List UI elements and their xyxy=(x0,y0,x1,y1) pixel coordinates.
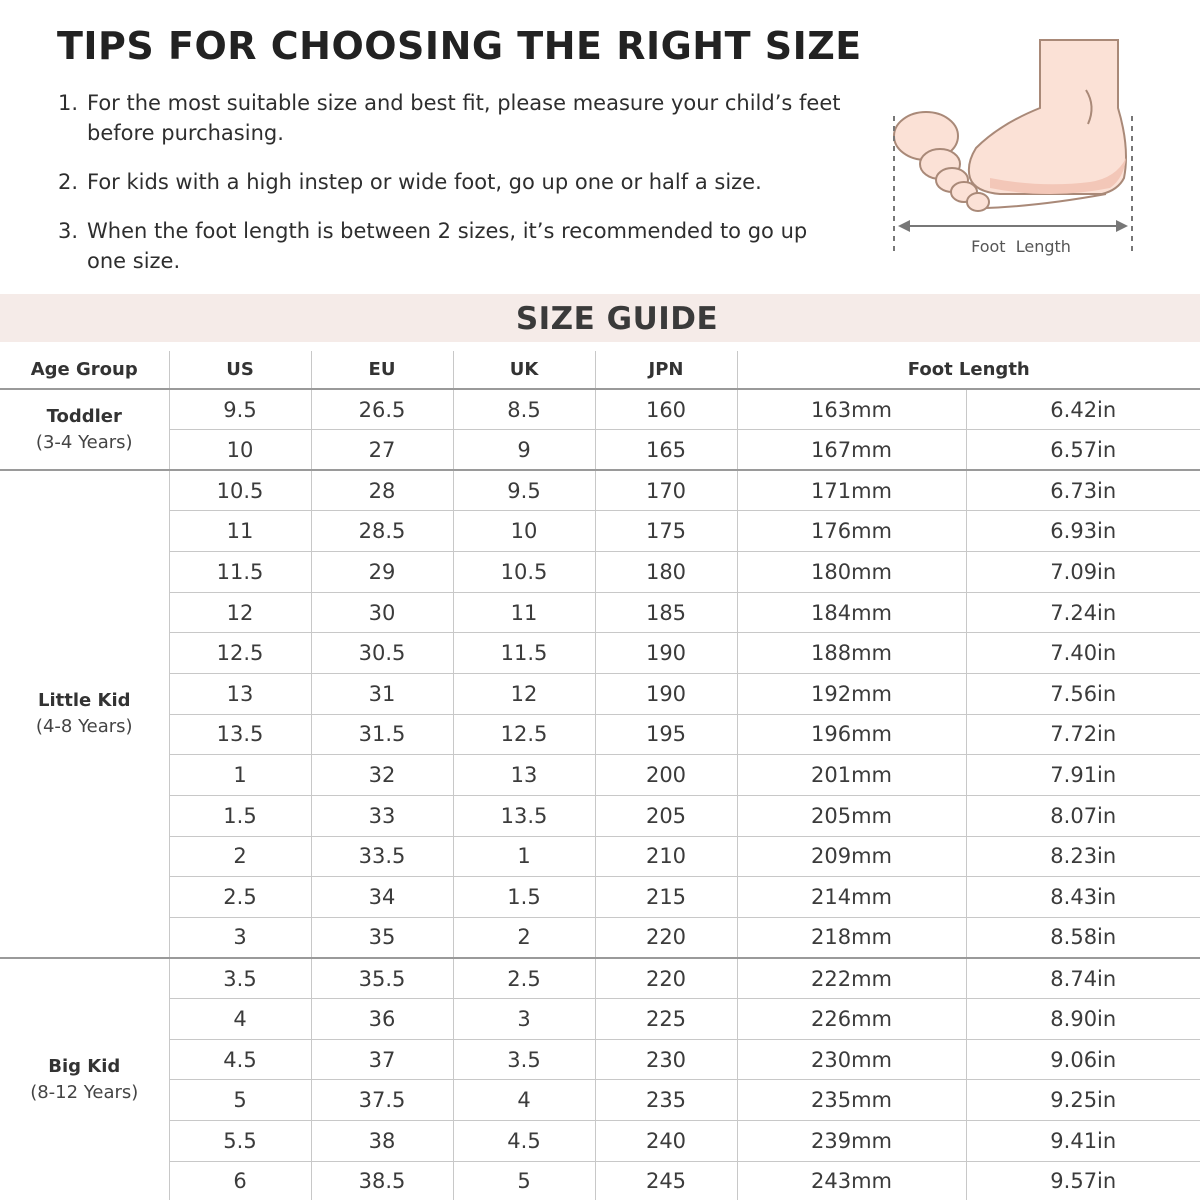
table-row xyxy=(0,1080,1200,1121)
eu-size-cell: 36 xyxy=(311,999,453,1040)
table-row xyxy=(0,714,1200,755)
uk-size-cell: 4 xyxy=(453,1080,595,1121)
us-size-cell: 10 xyxy=(169,430,311,471)
foot-length-mm-cell: 214mm xyxy=(737,877,966,918)
foot-length-in-cell: 7.09in xyxy=(966,552,1200,593)
table-row xyxy=(0,470,1200,511)
table-row xyxy=(0,552,1200,593)
table-body xyxy=(0,389,1200,1200)
uk-size-cell: 11.5 xyxy=(453,633,595,674)
tip-text: For kids with a high instep or wide foot, go up one or half a size. xyxy=(87,170,762,194)
uk-size-cell: 13 xyxy=(453,755,595,796)
jpn-size-cell: 225 xyxy=(595,999,737,1040)
foot-length-in-cell: 9.25in xyxy=(966,1080,1200,1121)
jpn-size-cell: 205 xyxy=(595,795,737,836)
eu-size-cell: 35.5 xyxy=(311,958,453,999)
foot-illustration-icon xyxy=(894,40,1126,211)
column-header-foot-length: Foot Length xyxy=(737,351,1200,389)
foot-length-in-cell: 7.91in xyxy=(966,755,1200,796)
foot-length-diagram xyxy=(880,28,1150,264)
foot-length-in-cell: 8.58in xyxy=(966,917,1200,958)
tip-number: 1. xyxy=(58,91,79,115)
tip-item xyxy=(58,216,848,276)
uk-size-cell: 3.5 xyxy=(453,1039,595,1080)
foot-length-label: Foot Length xyxy=(971,237,1071,256)
foot-length-mm-cell: 230mm xyxy=(737,1039,966,1080)
size-table xyxy=(0,351,1200,1200)
foot-length-mm-cell: 171mm xyxy=(737,470,966,511)
us-size-cell: 5.5 xyxy=(169,1121,311,1162)
uk-size-cell: 8.5 xyxy=(453,389,595,430)
foot-length-in-cell: 8.74in xyxy=(966,958,1200,999)
uk-size-cell: 3 xyxy=(453,999,595,1040)
jpn-size-cell: 215 xyxy=(595,877,737,918)
eu-size-cell: 37 xyxy=(311,1039,453,1080)
table-row xyxy=(0,917,1200,958)
foot-length-in-cell: 8.23in xyxy=(966,836,1200,877)
age-group-name: Big Kid xyxy=(48,1055,121,1077)
us-size-cell: 13 xyxy=(169,673,311,714)
uk-size-cell: 10.5 xyxy=(453,552,595,593)
age-group-years: (4-8 Years) xyxy=(35,716,133,738)
uk-size-cell: 11 xyxy=(453,592,595,633)
uk-size-cell: 1 xyxy=(453,836,595,877)
tip-number: 3. xyxy=(58,219,79,243)
column-header-jpn: JPN xyxy=(595,351,737,389)
eu-size-cell: 32 xyxy=(311,755,453,796)
age-group-name: Little Kid xyxy=(38,690,131,712)
tip-item xyxy=(58,88,848,148)
jpn-size-cell: 165 xyxy=(595,430,737,471)
table-row xyxy=(0,877,1200,918)
jpn-size-cell: 175 xyxy=(595,511,737,552)
foot-length-in-cell: 7.40in xyxy=(966,633,1200,674)
foot-length-in-cell: 9.41in xyxy=(966,1121,1200,1162)
eu-size-cell: 37.5 xyxy=(311,1080,453,1121)
foot-length-mm-cell: 192mm xyxy=(737,673,966,714)
table-row xyxy=(0,755,1200,796)
foot-length-mm-cell: 180mm xyxy=(737,552,966,593)
eu-size-cell: 30.5 xyxy=(311,633,453,674)
eu-size-cell: 33 xyxy=(311,795,453,836)
eu-size-cell: 38 xyxy=(311,1121,453,1162)
us-size-cell: 3.5 xyxy=(169,958,311,999)
us-size-cell: 1.5 xyxy=(169,795,311,836)
foot-length-mm-cell: 167mm xyxy=(737,430,966,471)
us-size-cell: 11.5 xyxy=(169,552,311,593)
table-row xyxy=(0,958,1200,999)
uk-size-cell: 10 xyxy=(453,511,595,552)
eu-size-cell: 28 xyxy=(311,470,453,511)
us-size-cell: 9.5 xyxy=(169,389,311,430)
tips-list xyxy=(58,88,848,295)
tip-text: When the foot length is between 2 sizes, it’s recommended to go up one size. xyxy=(87,219,808,273)
foot-length-mm-cell: 239mm xyxy=(737,1121,966,1162)
uk-size-cell: 2 xyxy=(453,917,595,958)
arrow-right-icon xyxy=(1116,220,1128,232)
age-group-years: (8-12 Years) xyxy=(30,1081,139,1103)
foot-length-in-cell: 6.93in xyxy=(966,511,1200,552)
age-group-cell xyxy=(0,958,169,1200)
us-size-cell: 13.5 xyxy=(169,714,311,755)
arrow-left-icon xyxy=(898,220,910,232)
foot-length-mm-cell: 222mm xyxy=(737,958,966,999)
foot-length-mm-cell: 188mm xyxy=(737,633,966,674)
jpn-size-cell: 190 xyxy=(595,673,737,714)
jpn-size-cell: 180 xyxy=(595,552,737,593)
eu-size-cell: 26.5 xyxy=(311,389,453,430)
foot-length-in-cell: 7.56in xyxy=(966,673,1200,714)
jpn-size-cell: 160 xyxy=(595,389,737,430)
column-header-eu: EU xyxy=(311,351,453,389)
table-row xyxy=(0,673,1200,714)
table-header-row xyxy=(0,351,1200,389)
jpn-size-cell: 220 xyxy=(595,917,737,958)
us-size-cell: 4 xyxy=(169,999,311,1040)
uk-size-cell: 12 xyxy=(453,673,595,714)
uk-size-cell: 2.5 xyxy=(453,958,595,999)
table-row xyxy=(0,1039,1200,1080)
eu-size-cell: 31 xyxy=(311,673,453,714)
us-size-cell: 6 xyxy=(169,1161,311,1200)
foot-length-mm-cell: 196mm xyxy=(737,714,966,755)
foot-length-in-cell: 8.07in xyxy=(966,795,1200,836)
column-header-us: US xyxy=(169,351,311,389)
uk-size-cell: 9.5 xyxy=(453,470,595,511)
foot-length-in-cell: 7.72in xyxy=(966,714,1200,755)
foot-length-in-cell: 6.42in xyxy=(966,389,1200,430)
us-size-cell: 4.5 xyxy=(169,1039,311,1080)
foot-length-in-cell: 9.57in xyxy=(966,1161,1200,1200)
page-title: TIPS FOR CHOOSING THE RIGHT SIZE xyxy=(57,24,862,68)
uk-size-cell: 4.5 xyxy=(453,1121,595,1162)
eu-size-cell: 35 xyxy=(311,917,453,958)
table-row xyxy=(0,633,1200,674)
size-guide-band xyxy=(0,294,1200,342)
jpn-size-cell: 195 xyxy=(595,714,737,755)
eu-size-cell: 28.5 xyxy=(311,511,453,552)
jpn-size-cell: 240 xyxy=(595,1121,737,1162)
tip-text: For the most suitable size and best fit, please measure your child’s feet before purchasing. xyxy=(87,91,841,145)
us-size-cell: 12 xyxy=(169,592,311,633)
jpn-size-cell: 230 xyxy=(595,1039,737,1080)
column-header-age-group: Age Group xyxy=(0,351,169,389)
jpn-size-cell: 200 xyxy=(595,755,737,796)
us-size-cell: 2.5 xyxy=(169,877,311,918)
us-size-cell: 10.5 xyxy=(169,470,311,511)
uk-size-cell: 12.5 xyxy=(453,714,595,755)
foot-length-mm-cell: 205mm xyxy=(737,795,966,836)
jpn-size-cell: 235 xyxy=(595,1080,737,1121)
foot-length-mm-cell: 209mm xyxy=(737,836,966,877)
age-group-name: Toddler xyxy=(46,405,122,427)
foot-length-mm-cell: 235mm xyxy=(737,1080,966,1121)
jpn-size-cell: 245 xyxy=(595,1161,737,1200)
eu-size-cell: 38.5 xyxy=(311,1161,453,1200)
table-row xyxy=(0,999,1200,1040)
table-row xyxy=(0,1121,1200,1162)
jpn-size-cell: 210 xyxy=(595,836,737,877)
eu-size-cell: 34 xyxy=(311,877,453,918)
us-size-cell: 12.5 xyxy=(169,633,311,674)
foot-length-in-cell: 8.90in xyxy=(966,999,1200,1040)
foot-length-mm-cell: 184mm xyxy=(737,592,966,633)
foot-length-in-cell: 9.06in xyxy=(966,1039,1200,1080)
foot-length-in-cell: 6.73in xyxy=(966,470,1200,511)
table-row xyxy=(0,836,1200,877)
foot-length-mm-cell: 163mm xyxy=(737,389,966,430)
foot-length-mm-cell: 243mm xyxy=(737,1161,966,1200)
uk-size-cell: 9 xyxy=(453,430,595,471)
eu-size-cell: 30 xyxy=(311,592,453,633)
table-row xyxy=(0,795,1200,836)
eu-size-cell: 27 xyxy=(311,430,453,471)
foot-length-mm-cell: 218mm xyxy=(737,917,966,958)
age-group-cell xyxy=(0,389,169,470)
column-header-uk: UK xyxy=(453,351,595,389)
foot-length-in-cell: 6.57in xyxy=(966,430,1200,471)
jpn-size-cell: 220 xyxy=(595,958,737,999)
table-row xyxy=(0,511,1200,552)
table-row xyxy=(0,592,1200,633)
table-row xyxy=(0,389,1200,430)
table-row xyxy=(0,1161,1200,1200)
foot-length-mm-cell: 226mm xyxy=(737,999,966,1040)
jpn-size-cell: 170 xyxy=(595,470,737,511)
size-guide-title: SIZE GUIDE xyxy=(515,301,719,337)
us-size-cell: 2 xyxy=(169,836,311,877)
eu-size-cell: 29 xyxy=(311,552,453,593)
tip-number: 2. xyxy=(58,170,79,194)
foot-length-mm-cell: 201mm xyxy=(737,755,966,796)
us-size-cell: 3 xyxy=(169,917,311,958)
tip-item xyxy=(58,167,848,197)
uk-size-cell: 13.5 xyxy=(453,795,595,836)
age-group-cell xyxy=(0,470,169,958)
foot-length-mm-cell: 176mm xyxy=(737,511,966,552)
jpn-size-cell: 190 xyxy=(595,633,737,674)
eu-size-cell: 33.5 xyxy=(311,836,453,877)
us-size-cell: 11 xyxy=(169,511,311,552)
us-size-cell: 5 xyxy=(169,1080,311,1121)
age-group-years: (3-4 Years) xyxy=(35,431,133,453)
foot-length-in-cell: 7.24in xyxy=(966,592,1200,633)
table-row xyxy=(0,430,1200,471)
us-size-cell: 1 xyxy=(169,755,311,796)
jpn-size-cell: 185 xyxy=(595,592,737,633)
uk-size-cell: 1.5 xyxy=(453,877,595,918)
eu-size-cell: 31.5 xyxy=(311,714,453,755)
uk-size-cell: 5 xyxy=(453,1161,595,1200)
foot-length-in-cell: 8.43in xyxy=(966,877,1200,918)
